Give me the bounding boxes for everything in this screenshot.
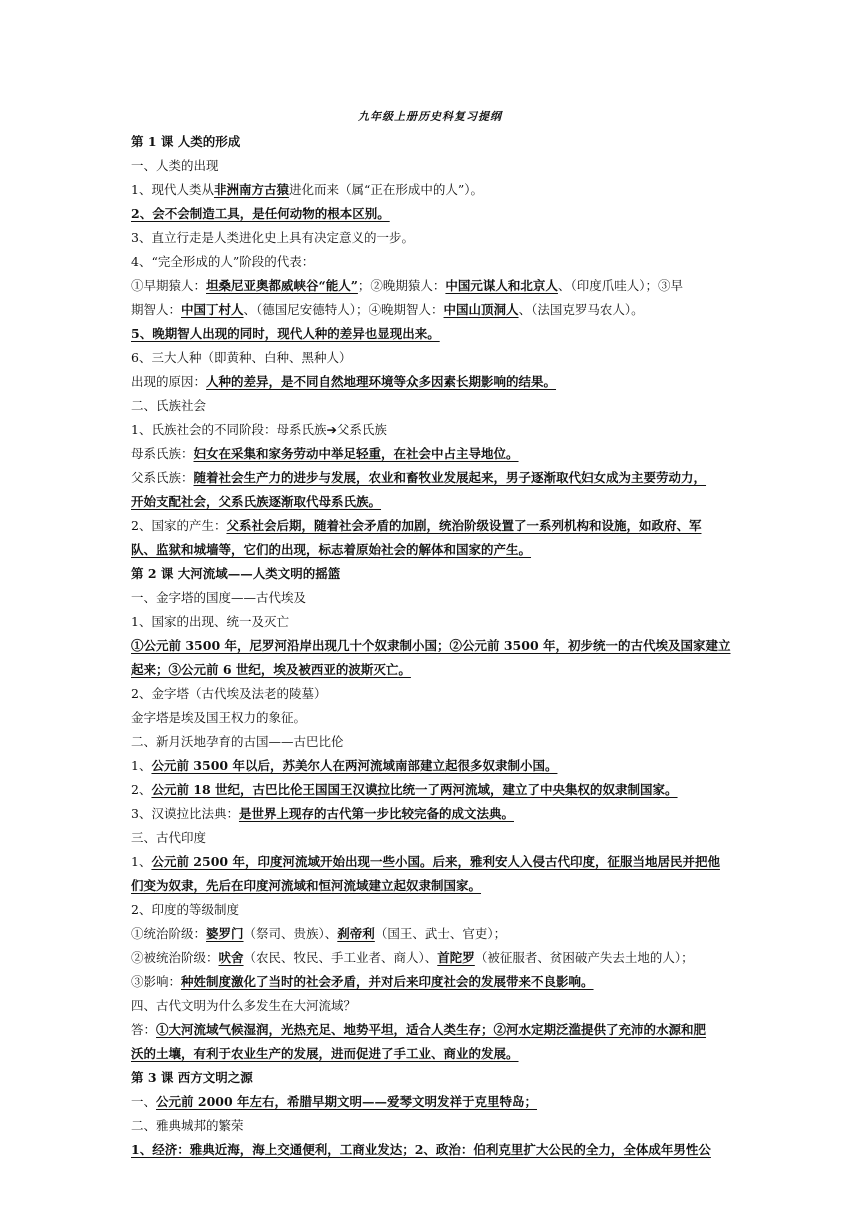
text-line: [131, 298, 733, 322]
text-line: [131, 274, 733, 298]
text-segment: 出现的原因：: [131, 374, 207, 389]
key-point-text: 们变为奴隶，先后在印度河流域和恒河流域建立起奴隶制国家。: [131, 878, 482, 893]
key-point-text: 公元前 2500 年，印度河流域开始出现一些小国。后来，雅利安人入侵古代印度，征服当地居民并把他: [151, 854, 720, 869]
text-line: [131, 682, 733, 706]
text-segment: 答：: [131, 1022, 157, 1037]
key-point-text: 1、经济：雅典近海，海上交通便利，工商业发达；2、政治：伯利克里扩大公民的全力，全体成年男性公: [131, 1142, 711, 1157]
text-segment: 2、: [131, 782, 152, 797]
text-line: [131, 922, 733, 946]
key-point-text: ①公元前 3500 年，尼罗河沿岸出现几十个奴隶制小国；②公元前 3500 年，初步统一的古代埃及国家建立: [131, 638, 731, 653]
text-line: [131, 442, 733, 466]
key-point-text: 种姓制度激化了当时的社会矛盾，并对后来印度社会的发展带来不良影响。: [181, 974, 594, 989]
text-line: [131, 994, 733, 1018]
text-line: [131, 754, 733, 778]
text-segment: 2、金字塔（古代埃及法老的陵墓）: [131, 686, 327, 701]
text-segment: （国王、武士、官吏）；: [374, 926, 507, 941]
text-segment: 一、人类的出现: [131, 158, 219, 173]
text-segment: 1、: [131, 854, 152, 869]
lesson-heading: 第 1 课 人类的形成: [131, 134, 241, 149]
text-segment: 1、现代人类从: [131, 182, 214, 197]
text-line: [131, 1114, 733, 1138]
text-segment: 父系氏族：: [131, 470, 194, 485]
text-line: [131, 130, 733, 154]
text-line: [131, 346, 733, 370]
document-body: [131, 130, 733, 1162]
text-segment: 3、直立行走是人类进化史上具有决定意义的一步。: [131, 230, 414, 245]
text-segment: ①早期猿人：: [131, 278, 207, 293]
text-segment: （被征服者、贫困破产失去土地的人）；: [474, 950, 694, 965]
text-segment: 二、新月沃地孕育的古国——古巴比伦: [131, 734, 344, 749]
key-point-text: 开始支配社会，父系氏族逐渐取代母系氏族。: [131, 494, 382, 509]
text-line: [131, 1042, 733, 1066]
text-line: [131, 322, 733, 346]
lesson-heading: 第 2 课 大河流域——人类文明的摇篮: [131, 566, 341, 581]
key-point-text: 刹帝利: [337, 926, 375, 941]
document-title: 九年级上册历史科复习提纲: [358, 110, 502, 123]
text-segment: 母系氏族：: [131, 446, 194, 461]
key-point-text: 5、晚期智人出现的同时，现代人种的差异也显现出来。: [131, 326, 440, 341]
lesson-heading: 第 3 课 西方文明之源: [131, 1070, 253, 1085]
text-segment: ②被统治阶级：: [131, 950, 219, 965]
text-segment: 期智人：: [131, 302, 182, 317]
text-line: [131, 946, 733, 970]
key-point-text: 中国山顶洞人: [443, 302, 519, 317]
key-point-text: 公元前 18 世纪，古巴比伦王国国王汉谟拉比统一了两河流域，建立了中央集权的奴隶制国家。: [151, 782, 678, 797]
key-point-text: 沃的土壤，有利于农业生产的发展，进而促进了手工业、商业的发展。: [131, 1046, 519, 1061]
text-line: [131, 250, 733, 274]
key-point-text: 首陀罗: [437, 950, 475, 965]
text-line: [131, 370, 733, 394]
text-line: [131, 778, 733, 802]
text-line: [131, 970, 733, 994]
key-point-text: 公元前 3500 年以后，苏美尔人在两河流域南部建立起很多奴隶制小国。: [151, 758, 558, 773]
text-segment: ；②晚期猿人：: [357, 278, 446, 293]
text-segment: 、（印度爪哇人）；③早: [557, 278, 683, 293]
text-line: [131, 466, 733, 490]
text-segment: 3、汉谟拉比法典：: [131, 806, 239, 821]
text-segment: （农民、牧民、手工业者、商人）、: [243, 950, 438, 965]
text-line: [131, 562, 733, 586]
text-line: [131, 730, 733, 754]
text-line: [131, 850, 733, 874]
text-segment: ③影响：: [131, 974, 182, 989]
text-segment: 6、三大人种（即黄种、白种、黑种人）: [131, 350, 352, 365]
text-line: [131, 394, 733, 418]
text-segment: 2、印度的等级制度: [131, 902, 239, 917]
text-line: [131, 802, 733, 826]
text-line: [131, 1066, 733, 1090]
text-line: [131, 226, 733, 250]
text-segment: 1、: [131, 758, 152, 773]
text-line: [131, 706, 733, 730]
text-segment: 四、古代文明为什么多发生在大河流域？: [131, 998, 357, 1013]
key-point-text: 人种的差异，是不同自然地理环境等众多因素长期影响的结果。: [206, 374, 557, 389]
text-line: [131, 874, 733, 898]
text-segment: 2、国家的产生：: [131, 518, 227, 533]
key-point-text: 中国丁村人: [181, 302, 244, 317]
text-line: [131, 178, 733, 202]
text-segment: 金字塔是埃及国王权力的象征。: [131, 710, 307, 725]
text-line: [131, 634, 733, 658]
key-point-text: 婆罗门: [206, 926, 244, 941]
key-point-text: 中国元谋人和北京人: [445, 278, 558, 293]
text-segment: 一、: [131, 1094, 157, 1109]
text-line: [131, 1018, 733, 1042]
text-line: [131, 202, 733, 226]
text-segment: 、（德国尼安德特人）；④晚期智人：: [243, 302, 444, 317]
key-point-text: 非洲南方古猿: [213, 182, 289, 197]
text-segment: 三、古代印度: [131, 830, 207, 845]
text-line: [131, 1090, 733, 1114]
text-segment: （祭司、贵族）、: [243, 926, 338, 941]
key-point-text: 坦桑尼亚奥都威峡谷“能人”: [206, 278, 358, 293]
key-point-text: 队、监狱和城墙等，它们的出现，标志着原始社会的解体和国家的产生。: [131, 542, 532, 557]
text-segment: 、（法国克罗马农人）。: [518, 302, 644, 317]
text-line: [131, 586, 733, 610]
text-segment: 4、“完全形成的人”阶段的代表：: [131, 254, 315, 269]
text-line: [131, 490, 733, 514]
text-line: [131, 658, 733, 682]
text-line: [131, 418, 733, 442]
text-segment: 二、雅典城邦的繁荣: [131, 1118, 244, 1133]
text-line: [131, 610, 733, 634]
text-line: [131, 154, 733, 178]
text-line: [131, 514, 733, 538]
key-point-text: 妇女在采集和家务劳动中举足轻重，在社会中占主导地位。: [193, 446, 519, 461]
key-point-text: 是世界上现存的古代第一步比较完备的成文法典。: [238, 806, 514, 821]
text-line: [131, 898, 733, 922]
text-line: [131, 826, 733, 850]
key-point-text: 随着社会生产力的进步与发展，农业和畜牧业发展起来，男子逐渐取代妇女成为主要劳动力，: [193, 470, 707, 485]
text-segment: 二、氏族社会: [131, 398, 207, 413]
text-line: [131, 538, 733, 562]
text-segment: 进化而来（属“正在形成中的人”）。: [288, 182, 484, 197]
text-segment: ①统治阶级：: [131, 926, 207, 941]
key-point-text: ①大河流域气候湿润，光热充足、地势平坦，适合人类生存；②河水定期泛滥提供了充沛的水源和肥: [156, 1022, 707, 1037]
key-point-text: 公元前 2000 年左右，希腊早期文明——爱琴文明发祥于克里特岛；: [156, 1094, 538, 1109]
text-line: [131, 1138, 733, 1162]
text-segment: 1、国家的出现、统一及灭亡: [131, 614, 289, 629]
key-point-text: 2、会不会制造工具，是任何动物的根本区别。: [131, 206, 390, 221]
key-point-text: 起来；③公元前 6 世纪，埃及被西亚的波斯灭亡。: [131, 662, 411, 677]
key-point-text: 吠舍: [218, 950, 244, 965]
text-segment: 一、金字塔的国度——古代埃及: [131, 590, 307, 605]
key-point-text: 父系社会后期，随着社会矛盾的加剧，统治阶级设置了一系列机构和设施，如政府、军: [226, 518, 702, 533]
text-segment: 1、氏族社会的不同阶段：母系氏族➔父系氏族: [131, 422, 387, 437]
